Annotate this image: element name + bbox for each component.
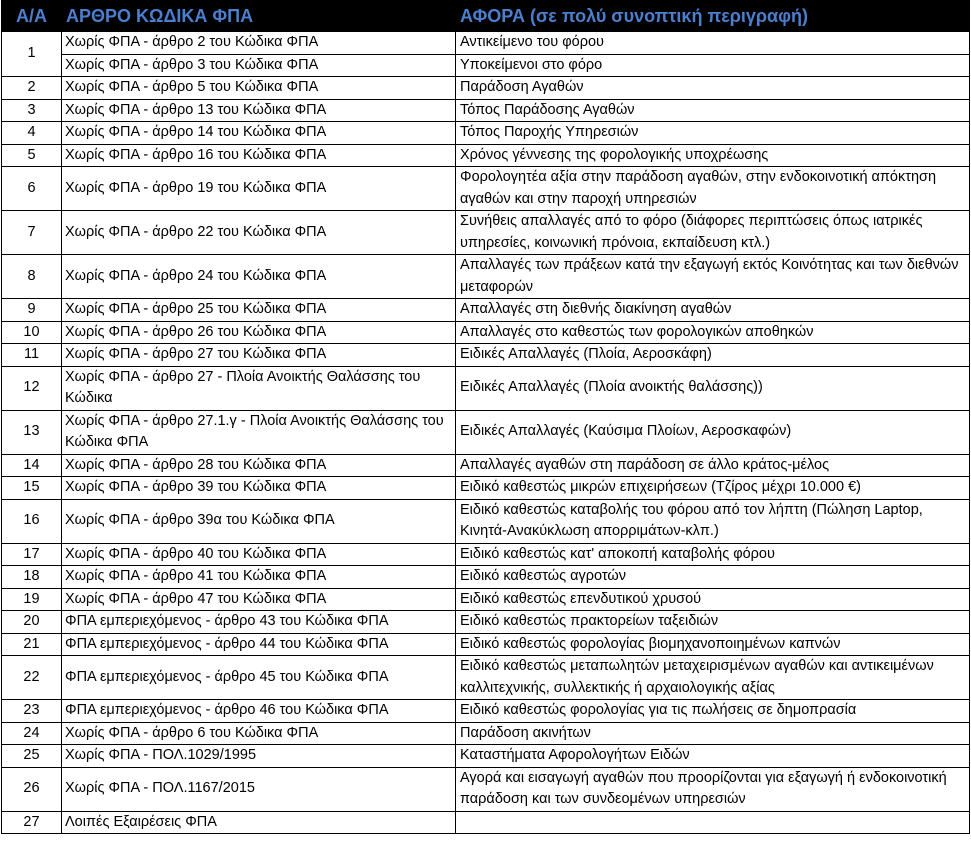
table-row [2, 321, 970, 344]
row-number: 24 [2, 722, 62, 745]
row-description: Ειδικό καθεστώς μικρών επιχειρήσεων (Τζίρος μέχρι 10.000 €) [456, 477, 970, 500]
row-article: Χωρίς ΦΠΑ - άρθρο 24 του Κώδικα ΦΠΑ [62, 255, 456, 299]
row-number: 6 [2, 167, 62, 211]
row-description: Τόπος Παράδοσης Αγαθών [456, 99, 970, 122]
table-row [2, 633, 970, 656]
table-row [2, 611, 970, 634]
row-number: 10 [2, 321, 62, 344]
row-article: Χωρίς ΦΠΑ - άρθρο 6 του Κώδικα ΦΠΑ [62, 722, 456, 745]
row-article: Χωρίς ΦΠΑ - άρθρο 26 του Κώδικα ΦΠΑ [62, 321, 456, 344]
row-number: 20 [2, 611, 62, 634]
table-row [2, 54, 970, 77]
row-article: Χωρίς ΦΠΑ - άρθρο 39 του Κώδικα ΦΠΑ [62, 477, 456, 500]
row-description: Χρόνος γέννεσης της φορολογικής υποχρέωσης [456, 144, 970, 167]
row-article: ΦΠΑ εμπεριεχόμενος - άρθρο 44 του Κώδικα ΦΠΑ [62, 633, 456, 656]
row-description: Τόπος Παροχής Υπηρεσιών [456, 122, 970, 145]
row-description: Ειδικό καθεστώς μεταπωλητών μεταχειρισμένων αγαθών και αντικειμένων καλλιτεχνικής, συλλεκτικής ή αρχαιολογικής αξίας [456, 656, 970, 700]
row-article: Χωρίς ΦΠΑ - ΠΟΛ.1029/1995 [62, 745, 456, 768]
row-number: 4 [2, 122, 62, 145]
table-row [2, 588, 970, 611]
row-article: Χωρίς ΦΠΑ - άρθρο 22 του Κώδικα ΦΠΑ [62, 211, 456, 255]
row-article: Λοιπές Εξαιρέσεις ΦΠΑ [62, 811, 456, 834]
row-article: Χωρίς ΦΠΑ - άρθρο 39α του Κώδικα ΦΠΑ [62, 499, 456, 543]
table-row [2, 122, 970, 145]
table-row [2, 167, 970, 211]
table-row [2, 77, 970, 100]
row-number: 27 [2, 811, 62, 834]
row-number: 2 [2, 77, 62, 100]
row-description: Ειδικό καθεστώς επενδυτικού χρυσού [456, 588, 970, 611]
table-row [2, 454, 970, 477]
row-number: 21 [2, 633, 62, 656]
row-number: 12 [2, 366, 62, 410]
row-number: 15 [2, 477, 62, 500]
header-desc: ΑΦΟΡΑ (σε πολύ συνοπτική περιγραφή) [456, 1, 970, 32]
table-body [2, 32, 970, 834]
row-description: Ειδικό καθεστώς πρακτορείων ταξειδιών [456, 611, 970, 634]
row-article: Χωρίς ΦΠΑ - άρθρο 40 του Κώδικα ΦΠΑ [62, 543, 456, 566]
table-row [2, 144, 970, 167]
row-description [456, 811, 970, 834]
table-row [2, 211, 970, 255]
row-article: Χωρίς ΦΠΑ - άρθρο 41 του Κώδικα ΦΠΑ [62, 566, 456, 589]
row-number: 23 [2, 700, 62, 723]
row-description: Συνήθεις απαλλαγές από το φόρο (διάφορες περιπτώσεις όπως ιατρικές υπηρεσίες, κοινωνική πρόνοια, εκπαίδευση κτλ.) [456, 211, 970, 255]
row-article: ΦΠΑ εμπεριεχόμενος - άρθρο 43 του Κώδικα ΦΠΑ [62, 611, 456, 634]
table-row [2, 745, 970, 768]
table-row [2, 255, 970, 299]
row-number: 3 [2, 99, 62, 122]
table-row [2, 499, 970, 543]
row-description: Ειδικό καθεστώς κατ' αποκοπή καταβολής φόρου [456, 543, 970, 566]
row-article: Χωρίς ΦΠΑ - άρθρο 28 του Κώδικα ΦΠΑ [62, 454, 456, 477]
table-row [2, 32, 970, 55]
row-number: 11 [2, 344, 62, 367]
row-article: Χωρίς ΦΠΑ - άρθρο 19 του Κώδικα ΦΠΑ [62, 167, 456, 211]
row-number: 1 [2, 32, 62, 77]
table-row [2, 543, 970, 566]
header-article: ΑΡΘΡΟ ΚΩΔΙΚΑ ΦΠΑ [62, 1, 456, 32]
row-number: 26 [2, 767, 62, 811]
row-description: Απαλλαγές των πράξεων κατά την εξαγωγή εκτός Κοινότητας και των διεθνών μεταφορών [456, 255, 970, 299]
table-row [2, 656, 970, 700]
vat-articles-table [1, 0, 970, 834]
row-description: Ειδικό καθεστώς καταβολής του φόρου από τον λήπτη (Πώληση Laptop, Κινητά-Ανακύκλωση απορριμάτων-κλπ.) [456, 499, 970, 543]
row-article: ΦΠΑ εμπεριεχόμενος - άρθρο 45 του Κώδικα ΦΠΑ [62, 656, 456, 700]
row-number: 22 [2, 656, 62, 700]
row-article: Χωρίς ΦΠΑ - άρθρο 47 του Κώδικα ΦΠΑ [62, 588, 456, 611]
row-number: 8 [2, 255, 62, 299]
row-number: 9 [2, 299, 62, 322]
table-row [2, 99, 970, 122]
table-row [2, 410, 970, 454]
row-article: Χωρίς ΦΠΑ - άρθρο 27 του Κώδικα ΦΠΑ [62, 344, 456, 367]
row-description: Υποκείμενοι στο φόρο [456, 54, 970, 77]
row-description: Ειδικό καθεστώς φορολογίας για τις πωλήσεις σε δημοπρασία [456, 700, 970, 723]
row-article: Χωρίς ΦΠΑ - ΠΟΛ.1167/2015 [62, 767, 456, 811]
row-article: Χωρίς ΦΠΑ - άρθρο 2 του Κώδικα ΦΠΑ [62, 32, 456, 55]
row-article: Χωρίς ΦΠΑ - άρθρο 13 του Κώδικα ΦΠΑ [62, 99, 456, 122]
row-article: Χωρίς ΦΠΑ - άρθρο 5 του Κώδικα ΦΠΑ [62, 77, 456, 100]
row-description: Παράδοση Αγαθών [456, 77, 970, 100]
row-number: 19 [2, 588, 62, 611]
row-number: 16 [2, 499, 62, 543]
row-article: Χωρίς ΦΠΑ - άρθρο 27 - Πλοία Ανοικτής Θαλάσσης του Κώδικα [62, 366, 456, 410]
table-row [2, 477, 970, 500]
row-number: 13 [2, 410, 62, 454]
row-article: Χωρίς ΦΠΑ - άρθρο 16 του Κώδικα ΦΠΑ [62, 144, 456, 167]
row-number: 14 [2, 454, 62, 477]
row-number: 5 [2, 144, 62, 167]
table-row [2, 722, 970, 745]
table-row [2, 366, 970, 410]
row-description: Ειδικές Απαλλαγές (Καύσιμα Πλοίων, Αεροσκαφών) [456, 410, 970, 454]
row-article: Χωρίς ΦΠΑ - άρθρο 14 του Κώδικα ΦΠΑ [62, 122, 456, 145]
table-row [2, 700, 970, 723]
row-article: Χωρίς ΦΠΑ - άρθρο 3 του Κώδικα ΦΠΑ [62, 54, 456, 77]
table-row [2, 566, 970, 589]
row-description: Καταστήματα Αφορολογήτων Ειδών [456, 745, 970, 768]
row-number: 18 [2, 566, 62, 589]
row-description: Ειδικές Απαλλαγές (Πλοία ανοικτής θαλάσσης)) [456, 366, 970, 410]
row-description: Φορολογητέα αξία στην παράδοση αγαθών, στην ενδοκοινοτική απόκτηση αγαθών και στην παροχή υπηρεσιών [456, 167, 970, 211]
table-row [2, 767, 970, 811]
row-article: Χωρίς ΦΠΑ - άρθρο 27.1.γ - Πλοία Ανοικτής Θαλάσσης του Κώδικα ΦΠΑ [62, 410, 456, 454]
row-description: Ειδικό καθεστώς φορολογίας βιομηχανοποιημένων καπνών [456, 633, 970, 656]
row-description: Απαλλαγές αγαθών στη παράδοση σε άλλο κράτος-μέλος [456, 454, 970, 477]
row-article: Χωρίς ΦΠΑ - άρθρο 25 του Κώδικα ΦΠΑ [62, 299, 456, 322]
row-number: 7 [2, 211, 62, 255]
row-article: ΦΠΑ εμπεριεχόμενος - άρθρο 46 του Κώδικα ΦΠΑ [62, 700, 456, 723]
row-description: Ειδικές Απαλλαγές (Πλοία, Αεροσκάφη) [456, 344, 970, 367]
row-description: Ειδικό καθεστώς αγροτών [456, 566, 970, 589]
row-description: Απαλλαγές στη διεθνής διακίνηση αγαθών [456, 299, 970, 322]
table-row [2, 344, 970, 367]
row-number: 17 [2, 543, 62, 566]
header-row [2, 1, 970, 32]
table-row [2, 811, 970, 834]
header-num: Α/Α [2, 1, 62, 32]
row-description: Αντικείμενο του φόρου [456, 32, 970, 55]
row-description: Απαλλαγές στο καθεστώς των φορολογικών αποθηκών [456, 321, 970, 344]
table-row [2, 299, 970, 322]
row-description: Αγορά και εισαγωγή αγαθών που προορίζονται για εξαγωγή ή ενδοκοινοτική παράδοση και των συνδεομένων υπηρεσιών [456, 767, 970, 811]
row-description: Παράδοση ακινήτων [456, 722, 970, 745]
row-number: 25 [2, 745, 62, 768]
